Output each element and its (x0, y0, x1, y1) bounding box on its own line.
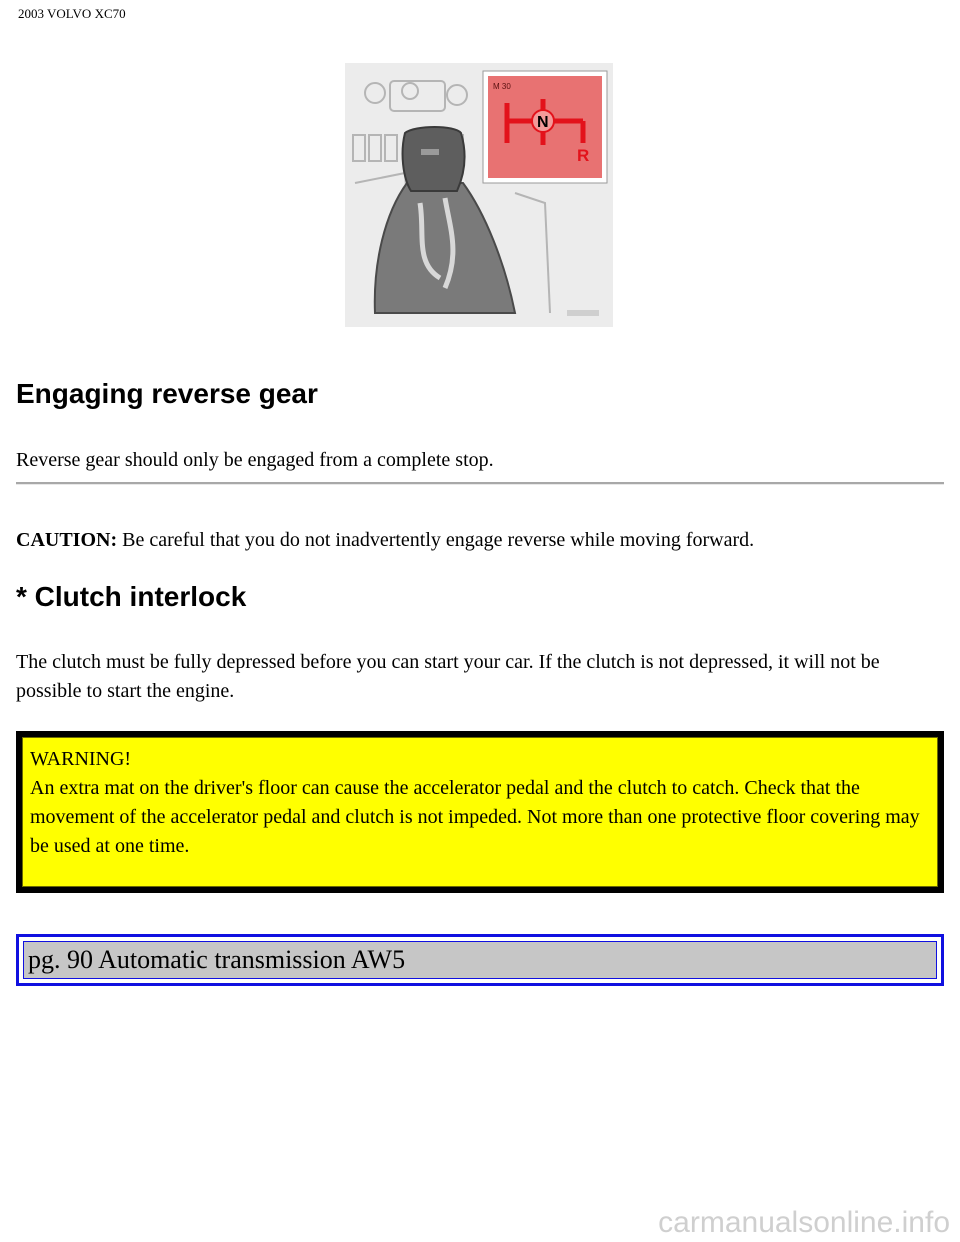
reverse-label: R (577, 146, 590, 165)
warning-content (22, 737, 938, 887)
next-page-link[interactable]: pg. 90 Automatic transmission AW5 (23, 941, 937, 979)
section-heading-clutch-interlock: * Clutch interlock (16, 581, 247, 612)
caution-text: Be careful that you do not inadvertently engage reverse while moving forward. (117, 529, 755, 551)
gear-pattern-inset (483, 71, 607, 183)
page-navigation-box (16, 934, 944, 986)
caution-label: CAUTION: (16, 529, 118, 551)
document-header-title: 2003 VOLVO XC70 (18, 6, 126, 21)
clutch-interlock-text: The clutch must be fully depressed before you can start your car. If the clutch is not depressed, it will not be possible to start the engine. (16, 651, 880, 702)
warning-box (16, 731, 944, 893)
divider (16, 482, 944, 485)
warning-text: An extra mat on the driver's floor can cause the accelerator pedal and the clutch to catch. Check that the movement of the accelerator pedal and clutch is not impeded. Not more than one protective floor covering may be used at one time. (30, 777, 920, 857)
svg-text:M 30: M 30 (493, 82, 511, 91)
neutral-label: N (537, 114, 549, 131)
gear-shifter-illustration (345, 63, 613, 327)
watermark: carmanualsonline.info (658, 1206, 950, 1239)
warning-title: WARNING! (30, 748, 132, 770)
caution-paragraph (16, 526, 754, 555)
shifter-knob (403, 127, 465, 191)
reverse-gear-text: Reverse gear should only be engaged from a complete stop. (16, 449, 494, 471)
section-heading-reverse-gear: Engaging reverse gear (16, 378, 318, 409)
